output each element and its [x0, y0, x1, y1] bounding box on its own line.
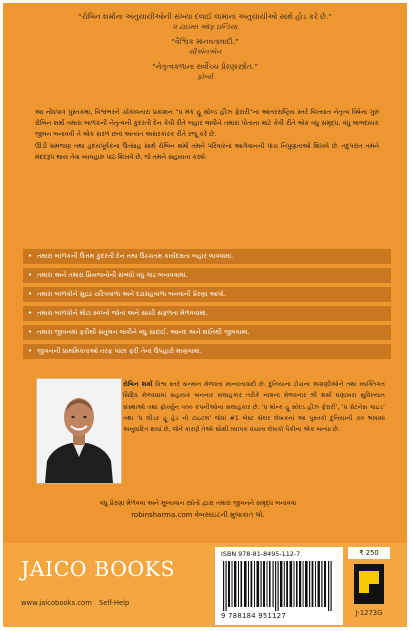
isbn-barcode-box: [215, 547, 343, 625]
jaico-books-logo: [21, 554, 176, 594]
catalog-code: J-1273G: [355, 609, 383, 617]
quote-text: “નેતૃત્વકળાના સર્વોચ્ચ પ્રેરણાસ્ત્રોત.”: [151, 62, 259, 71]
quote-text: “વૈશ્વિક માનવતાવાદી.”: [171, 37, 239, 46]
website-link[interactable]: robinsharma.com વેબસાઇટની મુલાકાત લો.: [131, 511, 265, 519]
category-label: Self-Help: [99, 599, 130, 607]
quote: [3, 36, 407, 57]
website-promo-line: વધુ પ્રેરણા મેળવવા અને મૂલ્યવાન સ્ત્રોતો દ્વારા તમારા જીવનને સમૃદ્ધ બનાવવા: [99, 499, 297, 507]
barcode-icon: [221, 561, 337, 611]
price-tag: ₹ 250: [348, 547, 390, 559]
quotes-block: [3, 11, 407, 86]
bullet-text: તમારા બાળકોને સુદ્રઢ ચરિત્રવાળા અને દઢાગ્રહવાળા બનવાની પ્રેરણા આપો.: [37, 289, 226, 298]
bullet-item: [23, 249, 391, 264]
bullet-item: [23, 325, 391, 340]
author-portrait-image: [37, 379, 121, 483]
quote: [3, 61, 407, 82]
bullet-item: [23, 287, 391, 302]
bullet-text: જીવનની પ્રાથમિકતાઓ તરફ પાછા ફરી તેનાં ઉપહારો માણવામાં.: [37, 346, 202, 355]
bullet-marker-icon: •: [27, 347, 33, 356]
author-bio: [123, 379, 385, 435]
bullet-list: [23, 249, 391, 363]
author-bio-text: વિશ્વ સ્તરે સન્માન મેળવતા માનવતાવાદી છે. દુનિયાના ટોચના અગ્રણીઓને તથા વ્યક્તિગત સિદ્ધિ મેળવવામાં સહાયક બનનાર સલાહકાર તરીકે નામના મેળવનાર શ્રી શર્મા ઘણાખરા સુવિખ્યાત સંસ્થાઓ તથા ફોર્ચ્યુન ૫૦૦ કંપનીઓના સલાહકાર છે. ‘ધ મૉન્ક હૂ સોલ્ડ હીઝ ફેરારી’, ‘ધ ગ્રેટનેસ ગાઇડ’ તથા ‘ધ લીડર હૂ હેડ નો ટાઇટલ’ જેવાં #1 બેસ્ટ સેલર લેખકનાં આ પુસ્તકો દુનિયાની ૭૦ ભાષામાં અનુવાદિત થયાં છે, જેને કારણે તેઓ સૌથી વ્યાપક વંચાતા લેખકો પૈકીના એક બન્યા છે.: [123, 381, 385, 434]
website-promo: [48, 498, 348, 521]
bullet-item: [23, 306, 391, 321]
author-name: રોબિન શર્મા: [123, 381, 153, 388]
bullet-marker-icon: •: [27, 328, 33, 337]
badge-icon: [354, 564, 384, 604]
bullet-text: તમારા બાળકોને મોટા સ્વપ્નો જોતાં અને સાચી સફળતા મેળવવામાં.: [37, 308, 208, 317]
publisher-bar: [3, 543, 407, 627]
quote-source: સીએનએન: [188, 48, 222, 56]
bullet-marker-icon: •: [27, 309, 33, 318]
author-photo: [36, 378, 122, 484]
bullet-marker-icon: •: [27, 271, 33, 280]
bullet-item: [23, 344, 391, 359]
intro-paragraph: ઊંડી સમજણ તથા હૃદયપૂર્વકના ઉત્સાહ સાથે રોબિન શર્મા તમને પરિવારનાં આગેવાનની પાંચ નિપુણતાઓ શિખવે છે. તદુપરાંત તમને મદદરૂપ થાય તેવા વ્યવહારુ પાઠ શિખવે છે, જે તમને સહાયતા કરશેઃ: [35, 142, 379, 162]
bullet-text: તમારા અને તમારા પ્રિયજનોની સંબંધો વધુ ગાઢ બનાવવામાં.: [37, 270, 188, 279]
bullet-marker-icon: •: [27, 252, 33, 261]
quote: [3, 11, 407, 32]
quote-text: “રોબિન શર્માના અનુયાયીઓની સંખ્યા દલાઈ લામાના અનુયાયીઓ સાથે હોડ કરે છે.”: [77, 12, 333, 21]
bullet-marker-icon: •: [27, 290, 33, 299]
bullet-item: [23, 268, 391, 283]
bullet-text: તમારા જીવનમાં ફરીથી સંતુલન લાવીને વધુ સાદાઈ, આનંદ અને શાંતિથી જીવવામાં.: [37, 327, 250, 336]
publisher-url[interactable]: www.jaicobooks.com: [21, 599, 92, 607]
back-cover: [3, 3, 407, 627]
intro-paragraph: આ નોંધપાત્ર પુસ્તકમાં, વિશ્વભરને ચોંકાવનારા પ્રકાશન “ધ મંક હૂ સોલ્ડ હીઝ ફેરારી”નાં આંતરરાષ્ટ્રિય સ્તરે વિખ્યાત નેતૃત્વ વિષેના ગુરુ રોબિન શર્મા તમારા બાળકની નેતૃત્વની કુદરતી દેન કેવી રીતે બહાર લાવીને તમારા પોતાના માટે કેવી રીતે એક વધુ સમૃદ્ધ, વધુ લાભદાયક જીવન બનાવવી તે એક સરળ છતાં અત્યંત અસરકારક રીતે રજૂ કરે છે.: [35, 108, 379, 138]
quote-source: ધ ટાઇમ્સ ઑફ ઇન્ડિયા: [172, 23, 238, 31]
bullet-text: તમારા બાળકની ઉત્તમ કુદરતી દેન તથા ઉચ્ચતમ કાર્યદક્ષતા બહાર લાવવામાં.: [37, 251, 234, 260]
isbn-label: ISBN 978-81-8495-112-7: [221, 550, 301, 558]
barcode-digits: 9 788184 951127: [221, 612, 287, 620]
intro-text: [35, 107, 379, 165]
logo-text: JAICO BOOKS: [21, 557, 176, 581]
quote-source: ફોર્બ્સ: [196, 73, 214, 81]
badge-inner-shape: [359, 571, 379, 593]
badge-stem-shape: [369, 584, 379, 594]
